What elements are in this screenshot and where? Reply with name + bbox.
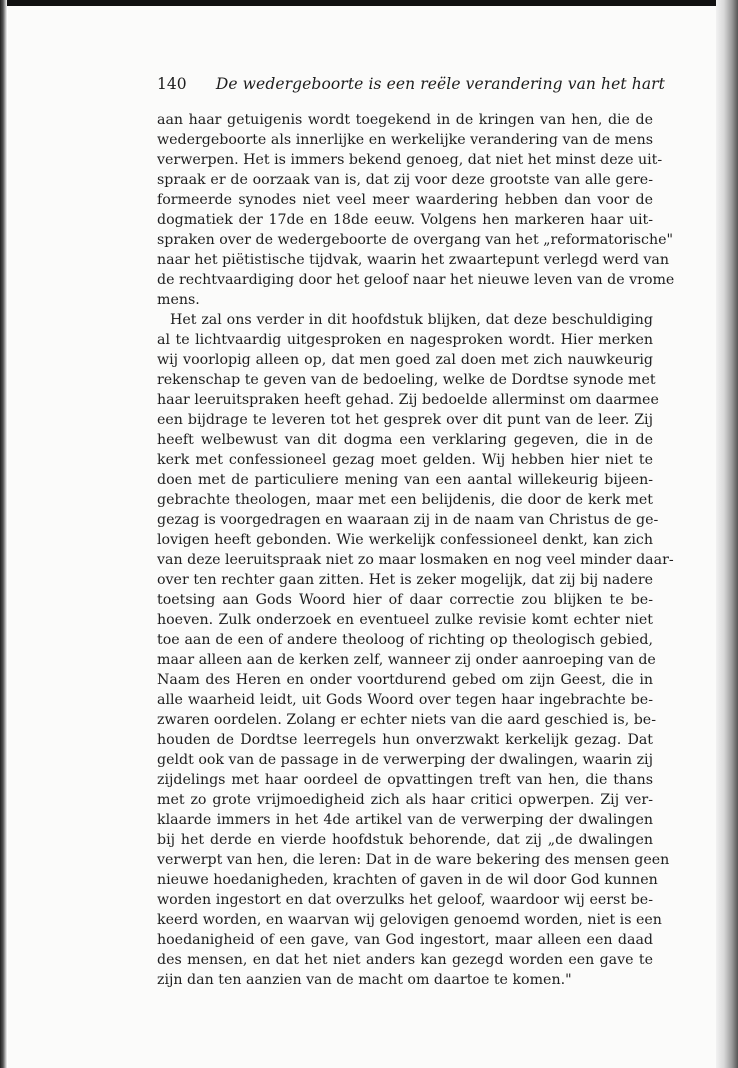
text-line: heeft welbewust van dit dogma een verklaring gegeven, die in de xyxy=(157,432,653,448)
text-line: houden de Dordtse leerregels hun onverzwakt kerkelijk gezag. Dat xyxy=(157,732,653,748)
running-title: De wedergeboorte is een reële verandering van het hart xyxy=(215,75,665,93)
text-line: formeerde synodes niet veel meer waardering hebben dan voor de xyxy=(157,192,653,208)
text-line: rekenschap te geven van de bedoeling, welke de Dordtse synode met xyxy=(157,372,656,388)
scan-edge-left xyxy=(0,0,7,1068)
paragraph xyxy=(157,110,675,310)
text-line: Het zal ons verder in dit hoofdstuk blijken, dat deze beschuldiging xyxy=(170,312,653,328)
text-line: keerd worden, en waarvan wij gelovigen genoemd worden, niet is een xyxy=(157,912,662,928)
text-line: de rechtvaardiging door het geloof naar het nieuwe leven van de vrome xyxy=(157,272,675,288)
text-line: hoedanigheid of een gave, van God ingestort, maar alleen een daad xyxy=(157,932,653,948)
text-line: geldt ook van de passage in de verwerping der dwalingen, waarin zij xyxy=(157,752,653,768)
text-line: lovigen heeft gebonden. Wie werkelijk confessioneel denkt, kan zich xyxy=(157,532,653,548)
text-line: hoeven. Zulk onderzoek en eventueel zulke revisie komt echter niet xyxy=(157,612,653,628)
text-line: zwaren oordelen. Zolang er echter niets van die aard geschied is, be- xyxy=(157,712,656,728)
page-number: 140 xyxy=(157,75,187,93)
text-line: worden ingestort en dat overzulks het geloof, waardoor wij eerst be- xyxy=(157,892,653,908)
text-line: maar alleen aan de kerken zelf, wanneer zij onder aanroeping van de xyxy=(157,652,656,668)
text-line: wij voorlopig alleen op, dat men goed zal doen met zich nauwkeurig xyxy=(157,352,653,368)
body-text xyxy=(157,110,675,990)
text-line: met zo grote vrijmoedigheid zich als haar critici opwerpen. Zij ver- xyxy=(157,792,653,808)
text-line: naar het piëtistische tijdvak, waarin het zwaartepunt verlegd werd van xyxy=(157,252,670,268)
text-line: alle waarheid leidt, uit Gods Woord over tegen haar ingebrachte be- xyxy=(157,692,653,708)
text-line: aan haar getuigenis wordt toegekend in de kringen van hen, die de xyxy=(157,112,653,128)
text-line: zijn dan ten aanzien van de macht om daartoe te komen." xyxy=(157,972,572,988)
text-line: zijdelings met haar oordeel de opvattingen treft van hen, die thans xyxy=(157,772,653,788)
text-line: al te lichtvaardig uitgesproken en nagesproken wordt. Hier merken xyxy=(157,332,653,348)
text-line: gezag is voorgedragen en waaraan zij in de naam van Christus de ge- xyxy=(157,512,659,528)
text-line: doen met de particuliere mening van een aantal willekeurig bijeen- xyxy=(157,472,653,488)
text-line: over ten rechter gaan zitten. Het is zeker mogelijk, dat zij bij nadere xyxy=(157,572,653,588)
text-line: gebrachte theologen, maar met een belijdenis, die door de kerk met xyxy=(157,492,653,508)
text-line: toetsing aan Gods Woord hier of daar correctie zou blijken te be- xyxy=(157,592,653,608)
text-line: wedergeboorte als innerlijke en werkelijke verandering van de mens xyxy=(157,132,653,148)
text-line: Naam des Heren en onder voortdurend gebed om zijn Geest, die in xyxy=(157,672,653,688)
text-line: verwerpen. Het is immers bekend genoeg, dat niet het minst deze uit- xyxy=(157,152,663,168)
text-line: spraak er de oorzaak van is, dat zij voor deze grootste van alle gere- xyxy=(157,172,653,188)
paragraph xyxy=(157,310,674,990)
text-line: kerk met confessioneel gezag moet gelden. Wij hebben hier niet te xyxy=(157,452,653,468)
text-line: haar leeruitspraken heeft gehad. Zij bedoelde allerminst om daarmee xyxy=(157,392,659,408)
text-line: van deze leeruitspraak niet zo maar losmaken en nog veel minder daar- xyxy=(157,552,674,568)
text-line: een bijdrage te leveren tot het gesprek over dit punt van de leer. Zij xyxy=(157,412,653,428)
scan-edge-right xyxy=(716,0,738,1068)
text-line: nieuwe hoedanigheden, krachten of gaven in de wil door God kunnen xyxy=(157,872,658,888)
text-line: toe aan de een of andere theoloog of richting op theologisch gebied, xyxy=(157,632,653,648)
text-line: dogmatiek der 17de en 18de eeuw. Volgens hen markeren haar uit- xyxy=(157,212,653,228)
page-header xyxy=(157,75,665,101)
text-line: klaarde immers in het 4de artikel van de verwerping der dwalingen xyxy=(157,812,653,828)
text-line: des mensen, en dat het niet anders kan gezegd worden een gave te xyxy=(157,952,653,968)
text-line: verwerpt van hen, die leren: Dat in de ware bekering des mensen geen xyxy=(157,852,670,868)
text-line: bij het derde en vierde hoofdstuk behorende, dat zij „de dwalingen xyxy=(157,832,653,848)
text-line: spraken over de wedergeboorte de overgang van het „reformatorische" xyxy=(157,232,674,248)
text-line: mens. xyxy=(157,292,200,308)
